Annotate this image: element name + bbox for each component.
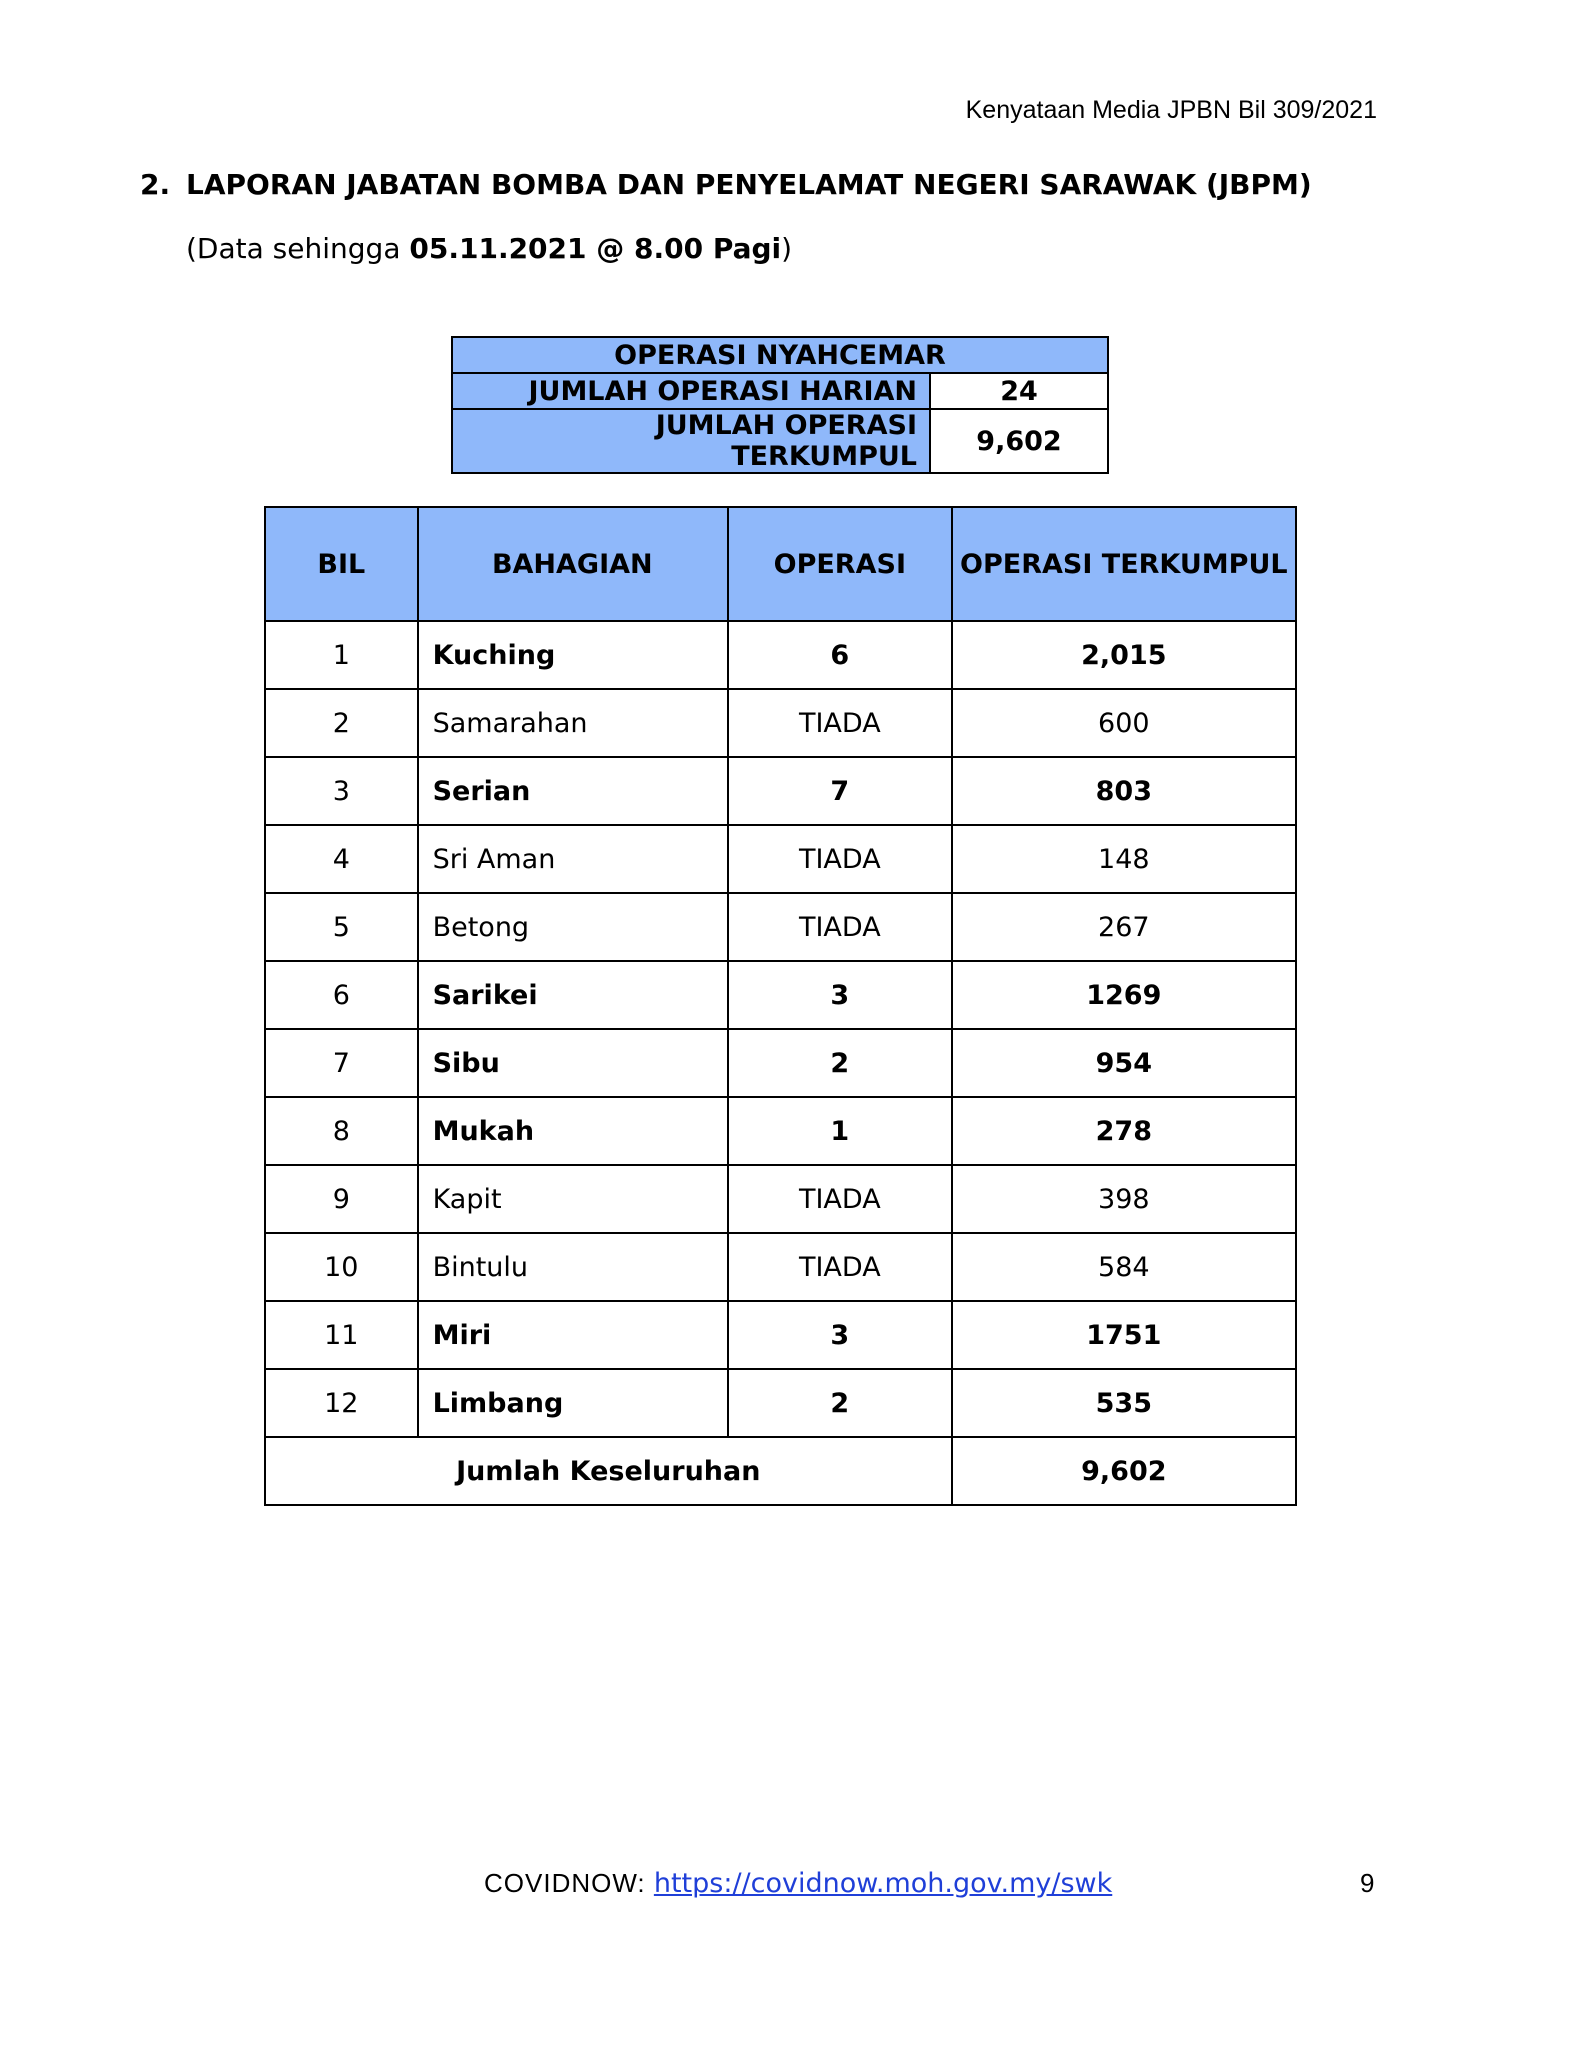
data-date-line (186, 232, 792, 265)
date-value: 05.11.2021 @ 8.00 Pagi (409, 232, 782, 265)
cell-bil: 12 (265, 1369, 418, 1437)
cell-bahagian: Mukah (418, 1097, 728, 1165)
cell-bahagian: Bintulu (418, 1233, 728, 1301)
section-heading (140, 168, 1312, 201)
cell-bil: 10 (265, 1233, 418, 1301)
cell-bahagian: Sri Aman (418, 825, 728, 893)
cell-bahagian: Sibu (418, 1029, 728, 1097)
cell-operasi: TIADA (728, 1165, 952, 1233)
table-row (265, 1165, 1296, 1233)
table-row (265, 1301, 1296, 1369)
total-row (265, 1437, 1296, 1505)
cell-operasi: 3 (728, 1301, 952, 1369)
table-row (265, 621, 1296, 689)
table-row (265, 757, 1296, 825)
footer (484, 1868, 1112, 1899)
table-row (265, 689, 1296, 757)
date-prefix: (Data sehingga (186, 232, 410, 265)
cell-bil: 4 (265, 825, 418, 893)
cell-bil: 5 (265, 893, 418, 961)
cell-terkumpul: 600 (952, 689, 1296, 757)
cell-bil: 9 (265, 1165, 418, 1233)
header-operasi: OPERASI (728, 507, 952, 621)
cell-operasi: 6 (728, 621, 952, 689)
table-row (265, 1097, 1296, 1165)
cell-terkumpul: 1751 (952, 1301, 1296, 1369)
table-row (265, 893, 1296, 961)
cell-terkumpul: 535 (952, 1369, 1296, 1437)
page-number: 9 (1360, 1868, 1375, 1898)
header-bil: BIL (265, 507, 418, 621)
cell-bahagian: Kuching (418, 621, 728, 689)
cell-bil: 1 (265, 621, 418, 689)
summary-table (451, 336, 1109, 474)
cell-operasi: 2 (728, 1369, 952, 1437)
cell-terkumpul: 278 (952, 1097, 1296, 1165)
covidnow-link[interactable]: https://covidnow.moh.gov.my/swk (653, 1868, 1113, 1899)
cell-bil: 7 (265, 1029, 418, 1097)
section-number: 2. (140, 168, 171, 201)
cell-bahagian: Miri (418, 1301, 728, 1369)
cell-operasi: TIADA (728, 893, 952, 961)
cell-bil: 8 (265, 1097, 418, 1165)
cell-bahagian: Kapit (418, 1165, 728, 1233)
table-row (265, 1233, 1296, 1301)
cell-terkumpul: 148 (952, 825, 1296, 893)
cell-operasi: TIADA (728, 1233, 952, 1301)
total-label: Jumlah Keseluruhan (265, 1437, 952, 1505)
summary-value: 24 (930, 373, 1108, 409)
cell-terkumpul: 803 (952, 757, 1296, 825)
cell-bahagian: Betong (418, 893, 728, 961)
table-header-row (265, 507, 1296, 621)
cell-terkumpul: 398 (952, 1165, 1296, 1233)
cell-operasi: TIADA (728, 825, 952, 893)
cell-operasi: 3 (728, 961, 952, 1029)
summary-label: JUMLAH OPERASI HARIAN (452, 373, 930, 409)
summary-row (452, 409, 1108, 473)
cell-operasi: 1 (728, 1097, 952, 1165)
total-value: 9,602 (952, 1437, 1296, 1505)
table-row (265, 1369, 1296, 1437)
cell-bahagian: Serian (418, 757, 728, 825)
table-row (265, 1029, 1296, 1097)
cell-bil: 6 (265, 961, 418, 1029)
cell-bil: 2 (265, 689, 418, 757)
footer-prefix: COVIDNOW: (484, 1868, 654, 1898)
summary-title: OPERASI NYAHCEMAR (452, 337, 1108, 373)
table-row (265, 825, 1296, 893)
cell-terkumpul: 954 (952, 1029, 1296, 1097)
cell-bil: 3 (265, 757, 418, 825)
summary-title-row (452, 337, 1108, 373)
document-reference: Kenyataan Media JPBN Bil 309/2021 (965, 96, 1377, 124)
cell-operasi: TIADA (728, 689, 952, 757)
header-operasi-terkumpul: OPERASI TERKUMPUL (952, 507, 1296, 621)
table-row (265, 961, 1296, 1029)
cell-bahagian: Limbang (418, 1369, 728, 1437)
summary-row (452, 373, 1108, 409)
cell-terkumpul: 2,015 (952, 621, 1296, 689)
summary-value: 9,602 (930, 409, 1108, 473)
cell-operasi: 2 (728, 1029, 952, 1097)
date-suffix: ) (781, 232, 793, 265)
cell-operasi: 7 (728, 757, 952, 825)
cell-bil: 11 (265, 1301, 418, 1369)
header-bahagian: BAHAGIAN (418, 507, 728, 621)
section-title: LAPORAN JABATAN BOMBA DAN PENYELAMAT NEGERI SARAWAK (JBPM) (186, 168, 1312, 201)
cell-terkumpul: 1269 (952, 961, 1296, 1029)
cell-terkumpul: 584 (952, 1233, 1296, 1301)
cell-bahagian: Samarahan (418, 689, 728, 757)
summary-label: JUMLAH OPERASI TERKUMPUL (452, 409, 930, 473)
operations-table (264, 506, 1297, 1506)
cell-terkumpul: 267 (952, 893, 1296, 961)
cell-bahagian: Sarikei (418, 961, 728, 1029)
